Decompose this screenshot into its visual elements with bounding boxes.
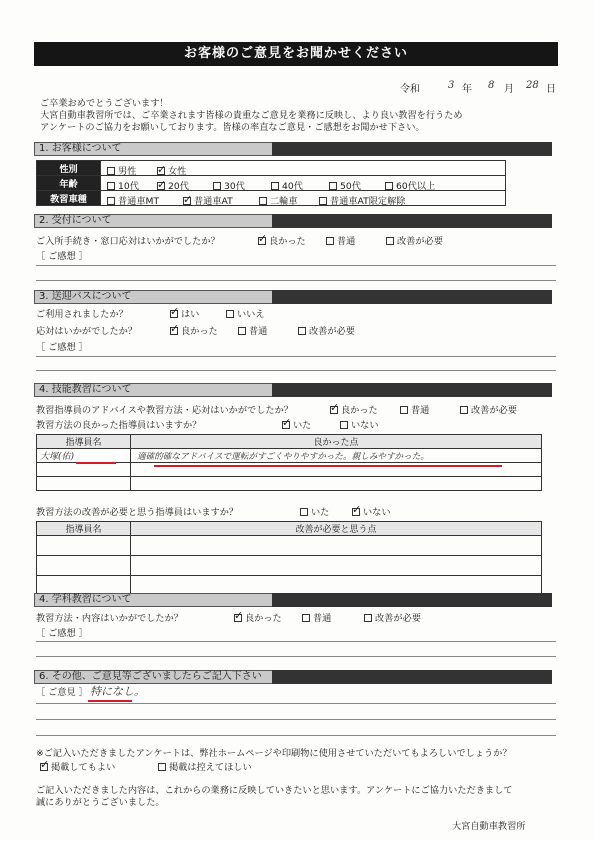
checkbox[interactable] — [238, 327, 246, 335]
good-points-cell[interactable]: 適確的確なアドバイスで運転がすごくやりやすかった。親しみやすかった。 — [131, 449, 542, 463]
section-5-title: 4. 学科教習について — [39, 594, 132, 605]
checkbox[interactable] — [158, 763, 166, 771]
consent-question: ※ご記入いただきましたアンケートは、弊社ホームページや印刷物に使用させていただいてもよろしいでしょうか？ — [36, 748, 512, 759]
reception-question-row — [36, 236, 556, 248]
intro-line: アンケートのご協力をお願いしております。皆様の率直なご意見・ご感想をお聞かせ下さい。 — [40, 122, 425, 133]
intro-text — [40, 98, 560, 134]
checkbox[interactable] — [319, 197, 327, 205]
intro-line: ご卒業おめでとうございます！ — [40, 98, 169, 109]
age-30s-option[interactable]: 30代 — [213, 178, 245, 192]
red-underline — [154, 465, 502, 467]
age-10s-option[interactable]: 10代 — [107, 178, 139, 192]
instructor-name-header: 指導員名 — [37, 435, 131, 449]
checkbox[interactable] — [385, 182, 393, 190]
checkbox[interactable] — [460, 406, 468, 414]
gender-label: 性別 — [37, 161, 101, 176]
checkbox[interactable] — [271, 182, 279, 190]
checkbox[interactable] — [226, 310, 234, 318]
closing-line: 誠にありがとうございました。 — [36, 797, 165, 808]
age-row — [37, 176, 506, 191]
section-6-header — [34, 670, 552, 684]
checkbox[interactable] — [364, 614, 372, 622]
opinion-row — [36, 687, 556, 699]
vehicle-mt-option[interactable]: 普通車MT — [107, 193, 159, 207]
form-title: お客様のご意見をお聞かせください — [34, 42, 558, 66]
checkbox[interactable] — [213, 182, 221, 190]
vehicle-options — [101, 191, 506, 206]
bus-usage-question: ご利用されましたか？ — [36, 309, 128, 320]
comment-line[interactable] — [36, 280, 556, 281]
intro-line: 大宮自動車教習所では、ご卒業されます皆様の貴重なご意見を業務に反映し、より良い教習を行うため — [40, 110, 463, 121]
skill-improve-option[interactable]: 改善が必要 — [460, 405, 517, 417]
improve-instructor-row — [36, 507, 556, 519]
age-60plus-option[interactable]: 60代以上 — [385, 178, 435, 192]
section-3-title: 3. 送迎バスについて — [39, 291, 132, 302]
checkbox-checked[interactable] — [40, 763, 48, 771]
checkbox[interactable] — [326, 237, 334, 245]
improve-points-header: 改善が必要と思う点 — [131, 522, 542, 536]
red-underline — [76, 462, 116, 464]
reception-comment-label: ［ ご感想 ］ — [36, 251, 88, 262]
consent-yes-option[interactable]: ✓掲載してもよい — [40, 762, 115, 774]
checkbox-checked[interactable] — [352, 508, 360, 516]
consent-options-row — [36, 762, 556, 774]
good-instructor-row — [36, 420, 556, 432]
reception-normal-option[interactable]: 普通 — [326, 236, 355, 248]
improve-instructor-yes-option[interactable]: いた — [300, 507, 329, 519]
good-instructor-no-option[interactable]: いない — [340, 420, 379, 432]
checkbox[interactable] — [400, 406, 408, 414]
vehicle-label: 教習車種 — [37, 191, 101, 206]
date-era: 令和 — [400, 84, 420, 95]
bus-comment-label: ［ ご感想 ］ — [36, 342, 88, 353]
gender-row — [37, 161, 506, 176]
table-row — [37, 477, 542, 491]
table-row — [37, 556, 542, 576]
checkbox-checked[interactable] — [183, 197, 191, 205]
checkbox-checked[interactable] — [234, 614, 242, 622]
skill-instructor-question: 教習指導員のアドバイスや教習方法・応対はいかがでしたか？ — [36, 405, 293, 416]
checkbox[interactable] — [107, 182, 115, 190]
vehicle-row — [37, 191, 506, 206]
instructor-name-cell[interactable] — [37, 536, 131, 556]
section-2-title: 2. 受付について — [39, 215, 112, 226]
academic-good-option[interactable]: ✓ 良かった — [234, 613, 282, 625]
section-4-header — [34, 383, 552, 397]
good-instructor-yes-option[interactable]: ✓ いた — [282, 420, 311, 432]
bus-improve-option[interactable]: 改善が必要 — [298, 326, 355, 338]
section-5-header — [34, 593, 552, 607]
table-row — [37, 449, 542, 463]
checkbox[interactable] — [329, 182, 337, 190]
bus-service-question: 応対はいかがでしたか？ — [36, 326, 138, 337]
date-year-unit: 年 — [462, 84, 472, 95]
improve-points-cell[interactable] — [131, 536, 542, 556]
date-day: 28 — [526, 80, 539, 91]
checkbox[interactable] — [107, 197, 115, 205]
consent-no-option[interactable]: 掲載は控えてほしい — [158, 762, 252, 774]
checkbox-checked[interactable] — [157, 167, 165, 175]
comment-line[interactable] — [36, 735, 556, 736]
improve-points-cell[interactable] — [131, 556, 542, 576]
school-signature: 大宮自動車教習所 — [452, 821, 526, 832]
checkbox[interactable] — [259, 197, 267, 205]
academic-comment-label: ［ ご感想 ］ — [36, 628, 88, 639]
section-6-title: 6. その他、ご意見等ございましたらご記入下さい — [39, 671, 262, 682]
checkbox[interactable] — [298, 327, 306, 335]
vehicle-at-release-option[interactable]: 普通車AT限定解除 — [319, 193, 406, 207]
comment-line[interactable] — [36, 719, 556, 720]
reception-question: ご入所手続き・窓口応対はいかがでしたか？ — [36, 236, 220, 247]
closing-text — [36, 785, 556, 809]
checkbox-checked[interactable] — [157, 182, 165, 190]
age-options — [101, 176, 506, 191]
checkbox-checked[interactable] — [258, 237, 266, 245]
gender-male-option[interactable]: 男性 — [107, 163, 136, 177]
instructor-name-cell[interactable] — [37, 463, 131, 477]
bus-yes-option[interactable]: ✓ はい — [170, 309, 199, 321]
vehicle-at-option[interactable]: ✓ 普通車AT — [183, 193, 233, 207]
checkbox-checked[interactable] — [170, 310, 178, 318]
bus-usage-row — [36, 309, 556, 321]
section-4-title: 4. 技能教習について — [39, 384, 132, 395]
section-2-header — [34, 214, 552, 228]
instructor-name-header: 指導員名 — [37, 522, 131, 536]
date-day-unit: 日 — [546, 84, 556, 95]
instructor-name-cell[interactable] — [37, 556, 131, 576]
vehicle-bike-option[interactable]: 二輪車 — [259, 193, 298, 207]
improve-instructor-no-option[interactable]: ✓ いない — [352, 507, 391, 519]
good-instructor-question: 教習方法の良かった指導員はいますか？ — [36, 420, 202, 431]
academic-question-row — [36, 613, 556, 625]
comment-line[interactable] — [36, 370, 556, 371]
bus-service-row — [36, 326, 556, 338]
table-row — [37, 536, 542, 556]
date-year: 3 — [448, 80, 455, 91]
bus-good-option[interactable]: ✓ 良かった — [170, 326, 218, 338]
closing-line: ご記入いただきました内容は、これからの業務に反映していきたいと思います。アンケートにご協力いただきまして — [36, 785, 513, 796]
academic-normal-option[interactable]: 普通 — [302, 613, 331, 625]
section-3-header — [34, 290, 552, 304]
instructor-name-cell[interactable]: 大塚(佑) — [37, 449, 131, 463]
checkbox[interactable] — [302, 614, 310, 622]
comment-line[interactable] — [36, 703, 556, 704]
skill-normal-option[interactable]: 普通 — [400, 405, 429, 417]
checkbox[interactable] — [340, 421, 348, 429]
bus-no-option[interactable]: いいえ — [226, 309, 265, 321]
checkbox-checked[interactable] — [330, 406, 338, 414]
improve-instructor-table — [36, 521, 542, 596]
checkbox-checked[interactable] — [170, 327, 178, 335]
academic-improve-option[interactable]: 改善が必要 — [364, 613, 421, 625]
table-header-row — [37, 435, 542, 449]
opinion-value[interactable]: 特になし。 — [90, 685, 145, 698]
gender-female-option[interactable]: ✓ 女性 — [157, 163, 186, 177]
section-1-title: 1. お客様について — [39, 143, 122, 154]
comment-line[interactable] — [36, 641, 556, 642]
age-label: 年齢 — [37, 176, 101, 191]
red-underline — [88, 700, 132, 702]
instructor-name-cell[interactable] — [37, 477, 131, 491]
reception-improve-option[interactable]: 改善が必要 — [386, 236, 443, 248]
comment-line[interactable] — [36, 356, 556, 357]
bus-normal-option[interactable]: 普通 — [238, 326, 267, 338]
section-1-header — [34, 142, 552, 156]
good-points-cell[interactable] — [131, 477, 542, 491]
reception-good-option[interactable]: ✓ 良かった — [258, 236, 306, 248]
comment-line[interactable] — [36, 265, 556, 266]
date-month: 8 — [488, 80, 495, 91]
customer-attributes-table — [36, 160, 506, 206]
skill-good-option[interactable]: ✓ 良かった — [330, 405, 378, 417]
skill-instructor-row — [36, 405, 556, 417]
checkbox-checked[interactable] — [282, 421, 290, 429]
improve-instructor-question: 教習方法の改善が必要と思う指導員はいますか？ — [36, 507, 239, 518]
age-50s-option[interactable]: 50代 — [329, 178, 361, 192]
table-header-row — [37, 522, 542, 536]
opinion-label: ［ ご意見 ］ — [36, 687, 88, 698]
age-40s-option[interactable]: 40代 — [271, 178, 303, 192]
checkbox[interactable] — [107, 167, 115, 175]
gender-options — [101, 161, 506, 176]
comment-line[interactable] — [36, 656, 556, 657]
academic-question: 教習方法・内容はいかがでしたか？ — [36, 613, 183, 624]
checkbox[interactable] — [300, 508, 308, 516]
checkbox[interactable] — [386, 237, 394, 245]
good-points-header: 良かった点 — [131, 435, 542, 449]
age-20s-option[interactable]: ✓ 20代 — [157, 178, 189, 192]
date-month-unit: 月 — [504, 84, 514, 95]
